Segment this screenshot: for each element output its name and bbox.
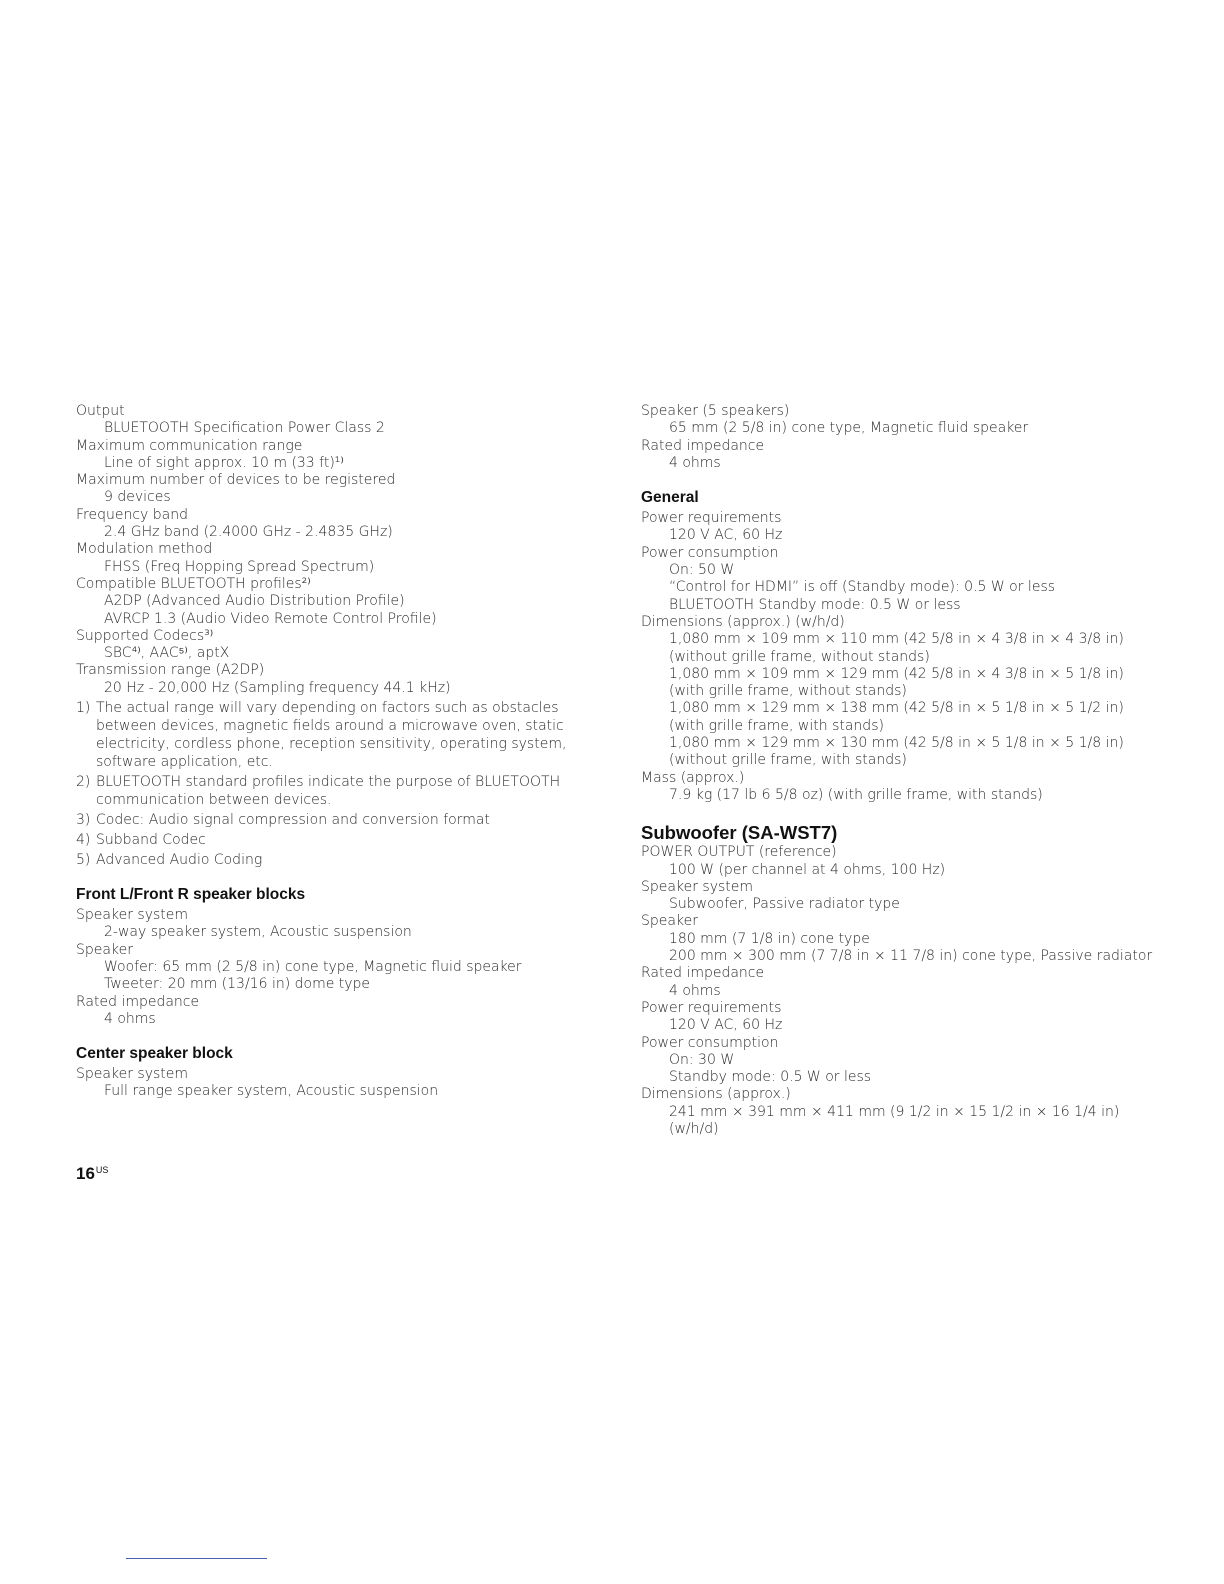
- spec-label: Maximum communication range: [76, 437, 303, 454]
- spec-label: Power requirements: [641, 510, 782, 527]
- spec-label: Supported Codecs³⁾: [76, 627, 214, 644]
- spec-value: 1,080 mm × 109 mm × 110 mm (42 5/8 in × 4 3/8 in × 4 3/8 in): [669, 631, 1124, 648]
- spec-label: Modulation method: [76, 541, 213, 558]
- general-spec-list: [641, 510, 1201, 804]
- spec-value: Line of sight approx. 10 m (33 ft)¹⁾: [104, 454, 344, 471]
- page-number-value: 16: [76, 1164, 95, 1183]
- spec-value: BLUETOOTH Specification Power Class 2: [104, 420, 385, 437]
- spec-label: Rated impedance: [641, 965, 765, 982]
- spec-label: Transmission range (A2DP): [76, 662, 265, 679]
- spec-value: A2DP (Advanced Audio Distribution Profile): [104, 593, 405, 610]
- spec-label: Frequency band: [76, 506, 188, 523]
- spec-label: Speaker (5 speakers): [641, 403, 790, 419]
- spec-value: FHSS (Freq Hopping Spread Spectrum): [104, 558, 375, 575]
- footnote-text: Subband Codec: [96, 832, 206, 849]
- page-number-suffix: US: [95, 1165, 109, 1175]
- spec-value: Tweeter: 20 mm (13/16 in) dome type: [104, 976, 371, 993]
- footnote-text: Codec: Audio signal compression and conversion format: [96, 812, 490, 829]
- footnote-text: Advanced Audio Coding: [96, 852, 263, 869]
- footnote-number: 5): [76, 852, 91, 869]
- spec-label: POWER OUTPUT (reference): [641, 844, 837, 861]
- spec-value: 241 mm × 391 mm × 411 mm (9 1/2 in × 15 1/2 in × 16 1/4 in): [669, 1103, 1120, 1120]
- spec-value: Woofer: 65 mm (2 5/8 in) cone type, Magnetic fluid speaker: [104, 958, 522, 975]
- spec-value: 200 mm × 300 mm (7 7/8 in × 11 7/8 in) cone type, Passive radiator: [669, 948, 1153, 965]
- subwoofer-spec-list: [641, 844, 1201, 1138]
- spec-value: (with grille frame, without stands): [669, 683, 907, 700]
- spec-value: 4 ohms: [104, 1010, 156, 1027]
- spec-label: Speaker: [641, 913, 698, 930]
- spec-value: SBC⁴⁾, AAC⁵⁾, aptX: [104, 645, 230, 662]
- spec-value: 1,080 mm × 129 mm × 130 mm (42 5/8 in × 5 1/8 in × 5 1/8 in): [669, 735, 1124, 752]
- footnote: [76, 831, 576, 849]
- spec-value: 7.9 kg (17 lb 6 5/8 oz) (with grille frame, with stands): [669, 786, 1043, 803]
- spec-label: Output: [76, 403, 125, 419]
- spec-label: Speaker system: [641, 878, 754, 895]
- footnote-text: BLUETOOTH standard profiles indicate the purpose of BLUETOOTH communication between devices.: [96, 774, 561, 809]
- center-speaker-heading: Center speaker block: [76, 1045, 233, 1063]
- spec-value: (with grille frame, with stands): [669, 717, 884, 734]
- spec-value: 2-way speaker system, Acoustic suspension: [104, 924, 412, 941]
- spec-value: 100 W (per channel at 4 ohms, 100 Hz): [669, 861, 946, 878]
- spec-value: 120 V AC, 60 Hz: [669, 527, 783, 544]
- spec-value: 1,080 mm × 129 mm × 138 mm (42 5/8 in × 5 1/8 in × 5 1/2 in): [669, 700, 1124, 717]
- spec-value: AVRCP 1.3 (Audio Video Remote Control Profile): [104, 610, 437, 627]
- spec-value: (without grille frame, with stands): [669, 752, 907, 769]
- spec-value: Full range speaker system, Acoustic suspension: [104, 1083, 439, 1100]
- page-number: [76, 1164, 108, 1184]
- footnote: [76, 699, 576, 771]
- footnote: [76, 851, 576, 869]
- footnote-text: The actual range will vary depending on factors such as obstacles between devices, magnetic fields around a microwave oven, static electricity, cordless phone, reception sensitivity, operating system, software application, etc.: [96, 700, 567, 771]
- spec-value: 4 ohms: [669, 982, 721, 999]
- spec-label: Mass (approx.): [641, 769, 745, 786]
- footnote-number: 2): [76, 774, 91, 791]
- spec-value: “Control for HDMI” is off (Standby mode): 0.5 W or less: [669, 579, 1056, 596]
- left-column: [76, 403, 576, 1101]
- spec-label: Power consumption: [641, 544, 779, 561]
- spec-value: (without grille frame, without stands): [669, 648, 930, 665]
- footnote-number: 4): [76, 832, 91, 849]
- spec-value: 180 mm (7 1/8 in) cone type: [669, 930, 870, 947]
- front-speaker-spec-list: [76, 907, 576, 1028]
- footnote: [76, 773, 576, 809]
- spec-value: 4 ohms: [669, 454, 721, 471]
- footnotes: [76, 699, 576, 869]
- spec-value: On: 50 W: [669, 562, 735, 579]
- general-heading: General: [641, 489, 699, 507]
- spec-value: 9 devices: [104, 489, 171, 506]
- spec-label: Rated impedance: [641, 437, 765, 454]
- center-speaker-spec-list: [76, 1066, 576, 1101]
- footnote-number: 1): [76, 700, 91, 717]
- spec-label: Dimensions (approx.): [641, 1086, 791, 1103]
- front-speaker-heading: Front L/Front R speaker blocks: [76, 886, 306, 904]
- spec-value: 2.4 GHz band (2.4000 GHz - 2.4835 GHz): [104, 524, 393, 541]
- bluetooth-spec-list: [76, 403, 576, 697]
- footnote: [76, 811, 576, 829]
- spec-label: Speaker system: [76, 907, 189, 924]
- spec-label: Maximum number of devices to be registered: [76, 472, 396, 489]
- right-column: [641, 403, 1201, 1138]
- spec-label: Speaker system: [76, 1066, 189, 1083]
- spec-value: 20 Hz - 20,000 Hz (Sampling frequency 44.1 kHz): [104, 679, 451, 696]
- spec-value: 120 V AC, 60 Hz: [669, 1017, 783, 1034]
- spec-label: Speaker: [76, 941, 133, 958]
- spec-label: Dimensions (approx.) (w/h/d): [641, 613, 845, 630]
- bottom-rule: [126, 1558, 267, 1559]
- spec-label: Power requirements: [641, 999, 782, 1016]
- spec-value: BLUETOOTH Standby mode: 0.5 W or less: [669, 596, 961, 613]
- spec-label: Rated impedance: [76, 993, 200, 1010]
- spec-label: Compatible BLUETOOTH profiles²⁾: [76, 575, 311, 592]
- spec-value: (w/h/d): [669, 1120, 719, 1137]
- spec-value: Standby mode: 0.5 W or less: [669, 1069, 872, 1086]
- speaker-spec-list: [641, 403, 1201, 472]
- spec-label: Power consumption: [641, 1034, 779, 1051]
- subwoofer-heading: Subwoofer (SA-WST7): [641, 822, 838, 844]
- spec-value: Subwoofer, Passive radiator type: [669, 896, 900, 913]
- spec-value: On: 30 W: [669, 1051, 735, 1068]
- spec-value: 1,080 mm × 109 mm × 129 mm (42 5/8 in × 4 3/8 in × 5 1/8 in): [669, 665, 1124, 682]
- spec-value: 65 mm (2 5/8 in) cone type, Magnetic fluid speaker: [669, 420, 1029, 437]
- footnote-number: 3): [76, 812, 91, 829]
